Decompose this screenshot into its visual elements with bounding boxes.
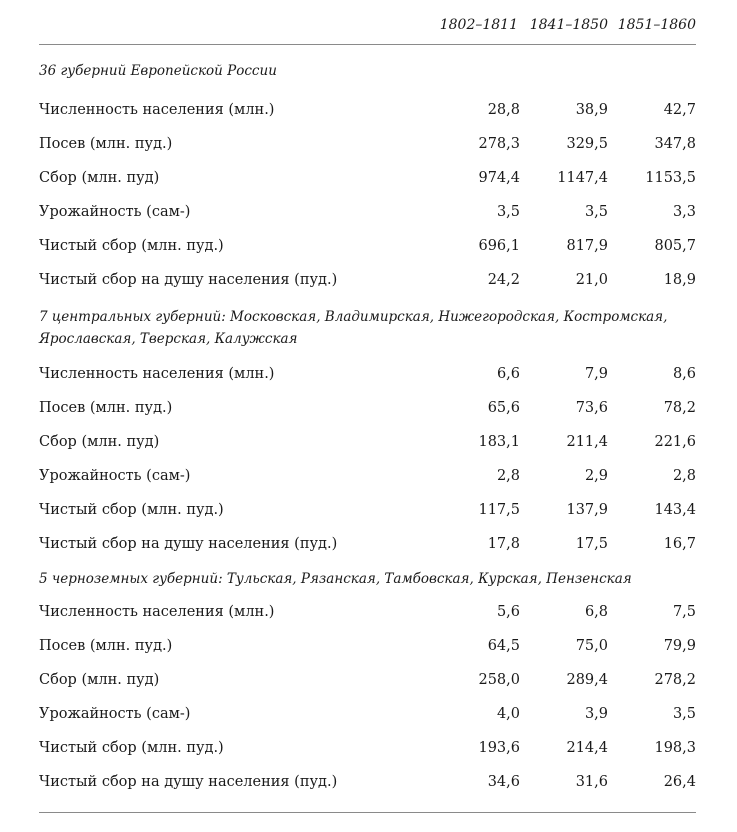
- cell-value: 3,5: [496, 204, 520, 220]
- cell-value: 696,1: [478, 238, 520, 254]
- table-row: [39, 666, 696, 700]
- cell-value: 221,6: [654, 434, 696, 450]
- table-row: [39, 164, 696, 198]
- cell-value: 73,6: [575, 400, 608, 416]
- cell-value: 974,4: [478, 170, 520, 186]
- table-row: [39, 394, 696, 428]
- section-black-earth-provinces: [39, 564, 696, 802]
- cell-value: 278,2: [654, 672, 696, 688]
- cell-value: 5,6: [496, 604, 520, 620]
- cell-value: 3,3: [672, 204, 696, 220]
- row-label: Урожайность (сам-): [39, 204, 191, 220]
- cell-value: 2,8: [672, 468, 696, 484]
- table-row: [39, 462, 696, 496]
- table-row: [39, 768, 696, 802]
- table-row: [39, 632, 696, 666]
- cell-value: 329,5: [566, 136, 608, 152]
- row-label: Численность населения (млн.): [39, 604, 275, 620]
- cell-value: 2,9: [584, 468, 608, 484]
- cell-value: 16,7: [663, 536, 696, 552]
- cell-value: 17,5: [575, 536, 608, 552]
- cell-value: 214,4: [566, 740, 608, 756]
- cell-value: 198,3: [654, 740, 696, 756]
- cell-value: 3,9: [584, 706, 608, 722]
- cell-value: 211,4: [566, 434, 608, 450]
- cell-value: 34,6: [487, 774, 520, 790]
- cell-value: 817,9: [566, 238, 608, 254]
- bottom-rule: [39, 812, 696, 813]
- table-row: [39, 496, 696, 530]
- cell-value: 78,2: [663, 400, 696, 416]
- column-header-1841-1850: 1841–1850: [529, 17, 608, 33]
- cell-value: 18,9: [663, 272, 696, 288]
- table-row: [39, 428, 696, 462]
- cell-value: 8,6: [672, 366, 696, 382]
- cell-value: 28,8: [487, 102, 520, 118]
- cell-value: 24,2: [487, 272, 520, 288]
- cell-value: 38,9: [575, 102, 608, 118]
- cell-value: 79,9: [663, 638, 696, 654]
- cell-value: 42,7: [663, 102, 696, 118]
- table-header: [39, 0, 696, 45]
- row-label: Урожайность (сам-): [39, 706, 191, 722]
- table-row: [39, 598, 696, 632]
- section-title: 7 центральных губерний: Московская, Владимирская, Нижегородская, Костромская, Ярославская, Тверская, Калужская: [39, 309, 668, 347]
- row-label: Сбор (млн. пуд): [39, 434, 160, 450]
- row-label: Посев (млн. пуд.): [39, 638, 173, 654]
- table-row: [39, 734, 696, 768]
- row-label: Посев (млн. пуд.): [39, 136, 173, 152]
- section-central-provinces: [39, 300, 696, 564]
- cell-value: 193,6: [478, 740, 520, 756]
- data-table: [39, 0, 696, 813]
- row-label: Чистый сбор на душу населения (пуд.): [39, 774, 338, 790]
- section-title: 36 губерний Европейской России: [39, 63, 277, 79]
- cell-value: 4,0: [496, 706, 520, 722]
- cell-value: 805,7: [654, 238, 696, 254]
- table-row: [39, 530, 696, 564]
- row-label: Сбор (млн. пуд): [39, 170, 160, 186]
- cell-value: 75,0: [575, 638, 608, 654]
- row-label: Чистый сбор на душу населения (пуд.): [39, 536, 338, 552]
- table-row: [39, 700, 696, 734]
- table-row: [39, 232, 696, 266]
- cell-value: 26,4: [663, 774, 696, 790]
- cell-value: 143,4: [654, 502, 696, 518]
- cell-value: 183,1: [478, 434, 520, 450]
- column-header-1851-1860: 1851–1860: [617, 17, 696, 33]
- cell-value: 3,5: [584, 204, 608, 220]
- cell-value: 117,5: [478, 502, 520, 518]
- cell-value: 1147,4: [557, 170, 608, 186]
- row-label: Численность населения (млн.): [39, 366, 275, 382]
- row-label: Чистый сбор (млн. пуд.): [39, 238, 224, 254]
- cell-value: 7,5: [672, 604, 696, 620]
- cell-value: 1153,5: [645, 170, 696, 186]
- cell-value: 21,0: [575, 272, 608, 288]
- cell-value: 31,6: [575, 774, 608, 790]
- row-label: Сбор (млн. пуд): [39, 672, 160, 688]
- table-row: [39, 198, 696, 232]
- cell-value: 7,9: [584, 366, 608, 382]
- row-label: Урожайность (сам-): [39, 468, 191, 484]
- cell-value: 278,3: [478, 136, 520, 152]
- cell-value: 64,5: [487, 638, 520, 654]
- cell-value: 289,4: [566, 672, 608, 688]
- table-row: [39, 360, 696, 394]
- cell-value: 65,6: [487, 400, 520, 416]
- table-row: [39, 96, 696, 130]
- cell-value: 6,8: [584, 604, 608, 620]
- table-row: [39, 266, 696, 300]
- cell-value: 258,0: [478, 672, 520, 688]
- section-title: 5 черноземных губерний: Тульская, Рязанская, Тамбовская, Курская, Пензенская: [39, 571, 632, 587]
- column-header-1802-1811: 1802–1811: [439, 17, 518, 33]
- cell-value: 3,5: [672, 706, 696, 722]
- row-label: Чистый сбор (млн. пуд.): [39, 740, 224, 756]
- row-label: Чистый сбор на душу населения (пуд.): [39, 272, 338, 288]
- cell-value: 17,8: [487, 536, 520, 552]
- row-label: Чистый сбор (млн. пуд.): [39, 502, 224, 518]
- cell-value: 2,8: [496, 468, 520, 484]
- cell-value: 347,8: [654, 136, 696, 152]
- table-row: [39, 130, 696, 164]
- cell-value: 6,6: [496, 366, 520, 382]
- cell-value: 137,9: [566, 502, 608, 518]
- row-label: Численность населения (млн.): [39, 102, 275, 118]
- row-label: Посев (млн. пуд.): [39, 400, 173, 416]
- section-european-russia: [39, 45, 696, 300]
